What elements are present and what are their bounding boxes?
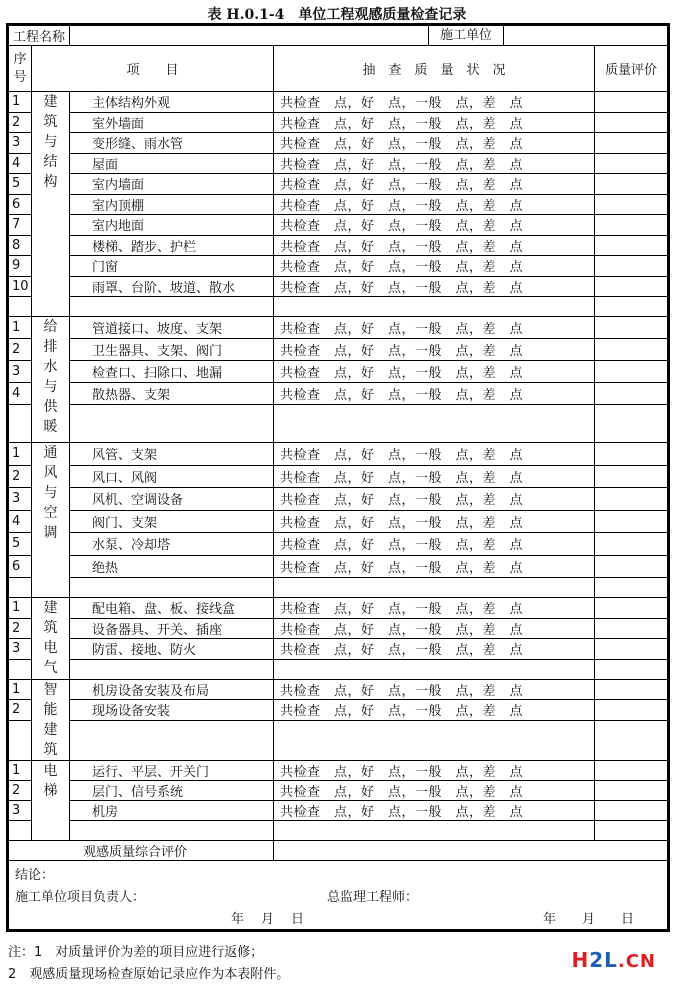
category-char: 筑	[43, 114, 58, 130]
item-name: 屋面	[70, 153, 274, 174]
category-char: 结	[43, 154, 58, 170]
evaluation-cell[interactable]	[595, 510, 668, 533]
evaluation-cell[interactable]	[595, 153, 668, 174]
blank-row	[9, 578, 668, 598]
item-name: 设备器具、开关、插座	[70, 618, 274, 639]
row-number: 3	[9, 488, 32, 511]
category-char: 筑	[43, 741, 58, 758]
blank-cell	[70, 297, 274, 317]
evaluation-cell[interactable]	[595, 133, 668, 154]
row-number: 9	[9, 256, 32, 277]
blank-row	[9, 297, 668, 317]
item-name: 运行、平层、开关门	[70, 760, 274, 780]
conclusion-label: 结论：	[15, 867, 55, 883]
table-row	[9, 598, 668, 619]
item-name: 雨罩、台阶、坡道、散水	[70, 276, 274, 297]
blank-cell	[274, 297, 595, 317]
row-number: 4	[9, 383, 32, 405]
blank-row	[9, 405, 668, 443]
evaluation-cell[interactable]	[595, 174, 668, 195]
row-number: 1	[9, 598, 32, 619]
status-cell[interactable]: 共检查 点，好 点，一般 点，差 点	[274, 800, 595, 820]
table-row	[9, 133, 668, 154]
category-char: 给	[43, 319, 58, 335]
evaluation-cell[interactable]	[595, 339, 668, 361]
status-cell[interactable]: 共检查 点，好 点，一般 点，差 点	[274, 361, 595, 383]
status-cell[interactable]: 共检查 点，好 点，一般 点，差 点	[274, 488, 595, 511]
blank-cell	[9, 297, 32, 317]
row-number: 1	[9, 92, 32, 113]
table-row	[9, 153, 668, 174]
item-name: 门窗	[70, 256, 274, 277]
category-label	[32, 443, 70, 598]
status-cell[interactable]: 共检查 点，好 点，一般 点，差 点	[274, 194, 595, 215]
category-label	[32, 679, 70, 760]
note-2: 2 观感质量现场检查原始记录应作为本表附件。	[8, 967, 290, 982]
project-name-label: 工程名称	[9, 26, 70, 46]
table-row	[9, 317, 668, 339]
evaluation-cell[interactable]	[595, 760, 668, 780]
item-name: 风口、风阀	[70, 465, 274, 488]
blank-row	[9, 659, 668, 679]
evaluation-cell[interactable]	[595, 361, 668, 383]
evaluation-cell[interactable]	[595, 92, 668, 113]
row-number: 5	[9, 533, 32, 556]
item-name: 散热器、支架	[70, 383, 274, 405]
table-row	[9, 555, 668, 578]
item-name: 阀门、支架	[70, 510, 274, 533]
category-char: 能	[43, 701, 58, 718]
conclusion-block	[9, 860, 668, 929]
evaluation-cell[interactable]	[595, 194, 668, 215]
item-name: 管道接口、坡度、支架	[70, 317, 274, 339]
evaluation-cell[interactable]	[595, 800, 668, 820]
blank-cell	[70, 720, 274, 760]
table-row	[9, 235, 668, 256]
evaluation-cell[interactable]	[595, 465, 668, 488]
blank-cell	[595, 578, 668, 598]
status-cell[interactable]: 共检查 点，好 点，一般 点，差 点	[274, 174, 595, 195]
notes	[8, 942, 289, 986]
row-number: 1	[9, 679, 32, 700]
status-cell[interactable]: 共检查 点，好 点，一般 点，差 点	[274, 598, 595, 619]
status-cell[interactable]: 共检查 点，好 点，一般 点，差 点	[274, 555, 595, 578]
evaluation-cell[interactable]	[595, 383, 668, 405]
status-cell[interactable]: 共检查 点，好 点，一般 点，差 点	[274, 780, 595, 800]
table-row	[9, 276, 668, 297]
item-name: 绝热	[70, 555, 274, 578]
row-number: 2	[9, 700, 32, 721]
item-name: 楼梯、踏步、护栏	[70, 235, 274, 256]
row-number: 8	[9, 235, 32, 256]
category-char: 智	[43, 681, 58, 698]
blank-row	[9, 720, 668, 760]
category-char: 建	[43, 721, 58, 738]
blank-cell	[70, 578, 274, 598]
evaluation-cell[interactable]	[595, 700, 668, 721]
status-cell[interactable]: 共检查 点，好 点，一般 点，差 点	[274, 533, 595, 556]
category-label	[32, 760, 70, 840]
table-row	[9, 112, 668, 133]
item-name: 配电箱、盘、板、接线盒	[70, 598, 274, 619]
blank-cell	[70, 659, 274, 679]
blank-cell	[9, 578, 32, 598]
evaluation-cell[interactable]	[595, 780, 668, 800]
status-cell[interactable]: 共检查 点，好 点，一般 点，差 点	[274, 317, 595, 339]
category-char: 电	[43, 762, 58, 779]
category-char: 电	[43, 640, 58, 656]
table-row	[9, 679, 668, 700]
status-cell[interactable]: 共检查 点，好 点，一般 点，差 点	[274, 256, 595, 277]
status-cell[interactable]: 共检查 点，好 点，一般 点，差 点	[274, 339, 595, 361]
row-number: 6	[9, 194, 32, 215]
blank-cell	[595, 297, 668, 317]
table-row	[9, 700, 668, 721]
item-name: 主体结构外观	[70, 92, 274, 113]
note-1: 注：1 对质量评价为差的项目应进行返修；	[8, 945, 264, 960]
status-cell[interactable]: 共检查 点，好 点，一般 点，差 点	[274, 639, 595, 660]
blank-cell	[274, 820, 595, 840]
item-name: 变形缝、雨水管	[70, 133, 274, 154]
evaluation-cell[interactable]	[595, 488, 668, 511]
row-number: 7	[9, 215, 32, 236]
category-char: 建	[43, 94, 58, 110]
table-row	[9, 760, 668, 780]
category-char: 气	[43, 660, 58, 676]
status-cell[interactable]: 共检查 点，好 点，一般 点，差 点	[274, 92, 595, 113]
table-row	[9, 488, 668, 511]
status-cell[interactable]: 共检查 点，好 点，一般 点，差 点	[274, 510, 595, 533]
item-name: 防雷、接地、防火	[70, 639, 274, 660]
seq-header: 序号	[9, 46, 32, 92]
blank-cell	[595, 720, 668, 760]
status-cell[interactable]: 共检查 点，好 点，一般 点，差 点	[274, 443, 595, 466]
status-header: 抽 查 质 量 状 况	[274, 46, 595, 92]
status-cell[interactable]: 共检查 点，好 点，一般 点，差 点	[274, 465, 595, 488]
evaluation-cell[interactable]	[595, 215, 668, 236]
table-row	[9, 443, 668, 466]
blank-cell	[595, 659, 668, 679]
category-char: 与	[43, 485, 58, 501]
item-name: 水泵、冷却塔	[70, 533, 274, 556]
row-number: 2	[9, 618, 32, 639]
table-row	[9, 618, 668, 639]
row-number: 3	[9, 800, 32, 820]
row-number: 2	[9, 780, 32, 800]
row-number: 2	[9, 112, 32, 133]
category-label	[32, 317, 70, 443]
blank-cell	[274, 405, 595, 443]
table-row	[9, 256, 668, 277]
blank-cell	[274, 659, 595, 679]
project-name-value[interactable]	[70, 26, 429, 46]
status-cell[interactable]: 共检查 点，好 点，一般 点，差 点	[274, 383, 595, 405]
category-char: 建	[43, 600, 58, 616]
table-row	[9, 510, 668, 533]
table-row	[9, 361, 668, 383]
blank-cell	[9, 405, 32, 443]
blank-cell	[274, 720, 595, 760]
category-char: 构	[43, 174, 58, 190]
item-name: 风机、空调设备	[70, 488, 274, 511]
row-number: 10	[9, 276, 32, 297]
item-name: 机房	[70, 800, 274, 820]
evaluation-cell[interactable]	[595, 618, 668, 639]
category-label	[32, 92, 70, 317]
category-char: 排	[43, 339, 58, 355]
row-number: 3	[9, 133, 32, 154]
construction-unit-label: 施工单位	[429, 26, 504, 45]
page-title: 表 H.0.1-4 单位工程观感质量检查记录	[207, 7, 467, 23]
category-char: 通	[43, 445, 58, 461]
status-cell[interactable]: 共检查 点，好 点，一般 点，差 点	[274, 112, 595, 133]
category-char: 水	[43, 359, 58, 375]
category-char: 与	[43, 379, 58, 395]
blank-cell	[9, 820, 32, 840]
row-number: 4	[9, 153, 32, 174]
category-char: 调	[43, 525, 58, 541]
blank-cell	[595, 820, 668, 840]
blank-cell	[274, 578, 595, 598]
evaluation-cell[interactable]	[595, 598, 668, 619]
table-row	[9, 194, 668, 215]
row-number: 1	[9, 760, 32, 780]
category-char: 与	[43, 134, 58, 150]
blank-cell	[9, 720, 32, 760]
category-char: 风	[43, 465, 58, 481]
status-cell[interactable]: 共检查 点，好 点，一般 点，差 点	[274, 679, 595, 700]
evaluation-header: 质量评价	[595, 46, 668, 92]
blank-cell	[70, 820, 274, 840]
table-row	[9, 174, 668, 195]
status-cell[interactable]: 共检查 点，好 点，一般 点，差 点	[274, 235, 595, 256]
item-name: 室内墙面	[70, 174, 274, 195]
status-cell[interactable]: 共检查 点，好 点，一般 点，差 点	[274, 133, 595, 154]
contractor-signature-label: 施工单位项目负责人：	[15, 889, 146, 905]
table-row	[9, 800, 668, 820]
row-number: 1	[9, 443, 32, 466]
row-number: 2	[9, 339, 32, 361]
inspection-table	[8, 25, 668, 930]
table-row	[9, 339, 668, 361]
evaluation-cell[interactable]	[595, 235, 668, 256]
date-left: 年 月 日	[231, 911, 307, 927]
category-label	[32, 598, 70, 680]
category-char: 梯	[43, 782, 58, 799]
table-row	[9, 465, 668, 488]
blank-row	[9, 820, 668, 840]
summary-value[interactable]	[274, 840, 668, 860]
row-number: 3	[9, 361, 32, 383]
evaluation-cell[interactable]	[595, 533, 668, 556]
row-number: 1	[9, 317, 32, 339]
row-number: 5	[9, 174, 32, 195]
row-number: 3	[9, 639, 32, 660]
item-name: 室内顶棚	[70, 194, 274, 215]
blank-cell	[595, 405, 668, 443]
evaluation-cell[interactable]	[595, 317, 668, 339]
item-name: 现场设备安装	[70, 700, 274, 721]
table-row	[9, 92, 668, 113]
item-header: 项 目	[32, 46, 274, 92]
status-cell[interactable]: 共检查 点，好 点，一般 点，差 点	[274, 618, 595, 639]
row-number: 4	[9, 510, 32, 533]
blank-cell	[70, 405, 274, 443]
row-number: 2	[9, 465, 32, 488]
blank-cell	[9, 659, 32, 679]
category-char: 筑	[43, 620, 58, 636]
item-name: 室外墙面	[70, 112, 274, 133]
status-cell[interactable]: 共检查 点，好 点，一般 点，差 点	[274, 700, 595, 721]
item-name: 层门、信号系统	[70, 780, 274, 800]
status-cell[interactable]: 共检查 点，好 点，一般 点，差 点	[274, 760, 595, 780]
table-row	[9, 780, 668, 800]
table-row	[9, 383, 668, 405]
status-cell[interactable]: 共检查 点，好 点，一般 点，差 点	[274, 215, 595, 236]
item-name: 风管、支架	[70, 443, 274, 466]
status-cell[interactable]: 共检查 点，好 点，一般 点，差 点	[274, 276, 595, 297]
evaluation-cell[interactable]	[595, 112, 668, 133]
table-row	[9, 215, 668, 236]
summary-label: 观感质量综合评价	[9, 840, 274, 860]
category-char: 暖	[43, 419, 58, 435]
category-char: 供	[43, 399, 58, 415]
row-number: 6	[9, 555, 32, 578]
evaluation-cell[interactable]	[595, 555, 668, 578]
status-cell[interactable]: 共检查 点，好 点，一般 点，差 点	[274, 153, 595, 174]
item-name: 机房设备安装及布局	[70, 679, 274, 700]
table-row	[9, 533, 668, 556]
evaluation-cell[interactable]	[595, 256, 668, 277]
item-name: 室内地面	[70, 215, 274, 236]
table-row	[9, 639, 668, 660]
date-right: 年 月 日	[543, 911, 635, 927]
watermark-logo: H2L.CN	[571, 948, 656, 972]
evaluation-cell[interactable]	[595, 639, 668, 660]
evaluation-cell[interactable]	[595, 276, 668, 297]
item-name: 卫生器具、支架、阀门	[70, 339, 274, 361]
item-name: 检查口、扫除口、地漏	[70, 361, 274, 383]
evaluation-cell[interactable]	[595, 679, 668, 700]
construction-unit-value[interactable]	[504, 26, 667, 45]
category-char: 空	[43, 505, 58, 521]
evaluation-cell[interactable]	[595, 443, 668, 466]
supervisor-signature-label: 总监理工程师：	[327, 889, 419, 905]
